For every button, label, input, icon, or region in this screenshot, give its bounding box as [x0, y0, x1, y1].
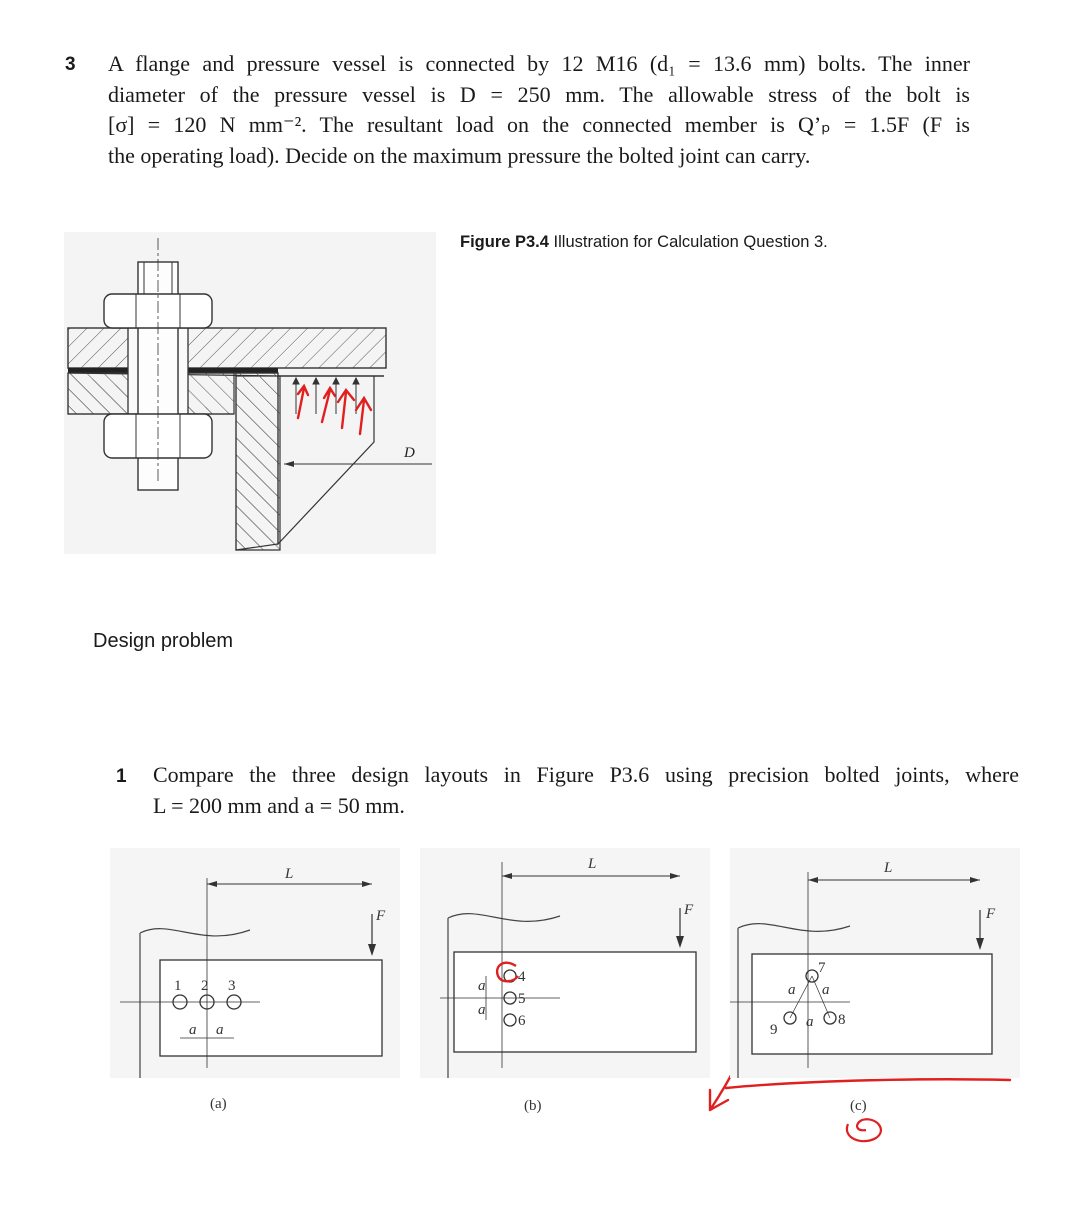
- design-problem-heading: Design problem: [93, 630, 234, 652]
- panel-b-force-label: F: [684, 902, 694, 918]
- panel-a-force-label: F: [376, 908, 386, 924]
- panel-b-length-label: L: [588, 856, 597, 872]
- question-1-line-2: L = 200 mm and a = 50 mm.: [153, 792, 405, 818]
- figure-p34-caption-text: Illustration for Calculation Question 3.: [553, 233, 828, 251]
- question-1-text: [153, 760, 1019, 821]
- panel-b-spacing-1: a: [478, 978, 486, 994]
- question-3-number: 3: [65, 54, 76, 75]
- panel-c-bolt-7: 7: [818, 960, 826, 976]
- dimension-D-label: D: [404, 445, 415, 461]
- red-scribble: [847, 1119, 881, 1141]
- question-3-line-4: the operating load). Decide on the maximum pressure the bolted joint can carry.: [108, 142, 811, 168]
- figure-p36-drawing: [110, 848, 1020, 1208]
- question-3-text: [108, 49, 970, 171]
- panel-b: [420, 848, 765, 1114]
- panel-c-spacing-3: a: [806, 1014, 814, 1030]
- panel-c-force-label: F: [986, 906, 996, 922]
- panel-a-bolt-2: 2: [201, 978, 209, 994]
- panel-c-bolt-9: 9: [770, 1022, 778, 1038]
- flange-plate: [68, 328, 386, 368]
- question-3-line-1: A flange and pressure vessel is connected by 12 M16 (d₁ = 13.6 mm) bolts. The inner: [108, 51, 970, 76]
- panel-a-spacing-1: a: [189, 1022, 197, 1038]
- panel-b-label: (b): [524, 1098, 542, 1114]
- panel-a-label: (a): [210, 1096, 227, 1112]
- panel-a-length-label: L: [285, 866, 294, 882]
- panel-c-bolt-8: 8: [838, 1012, 846, 1028]
- panel-b-bolt-5: 5: [518, 991, 526, 1007]
- figure-p34-caption-label: Figure P3.4: [460, 233, 549, 251]
- panel-a-spacing-2: a: [216, 1022, 224, 1038]
- question-1-number: 1: [116, 766, 127, 787]
- figure-p34-caption: [460, 233, 828, 252]
- panel-a: [110, 848, 400, 1112]
- question-3-line-3: [σ] = 120 N mm⁻². The resultant load on the connected member is Q’ₚ = 1.5F (F is: [108, 112, 970, 137]
- panel-b-bolt-6: 6: [518, 1013, 526, 1029]
- panel-c: [726, 848, 1020, 1141]
- panel-a-bolt-1: 1: [174, 978, 182, 994]
- panel-c-spacing-2: a: [822, 982, 830, 998]
- panel-c-length-label: L: [884, 860, 893, 876]
- question-1-line-1: Compare the three design layouts in Figure P3.6 using precision bolted joints, where: [153, 762, 1019, 787]
- red-underline: [726, 1079, 1010, 1088]
- panel-a-bolt-3: 3: [228, 978, 236, 994]
- panel-b-spacing-2: a: [478, 1002, 486, 1018]
- panel-c-spacing-1: a: [788, 982, 796, 998]
- figure-p34-drawing: [64, 232, 436, 554]
- question-3-line-2: diameter of the pressure vessel is D = 250 mm. The allowable stress of the bolt is: [108, 81, 970, 107]
- panel-b-bolt-4: 4: [518, 969, 526, 985]
- panel-c-label: (c): [850, 1098, 867, 1114]
